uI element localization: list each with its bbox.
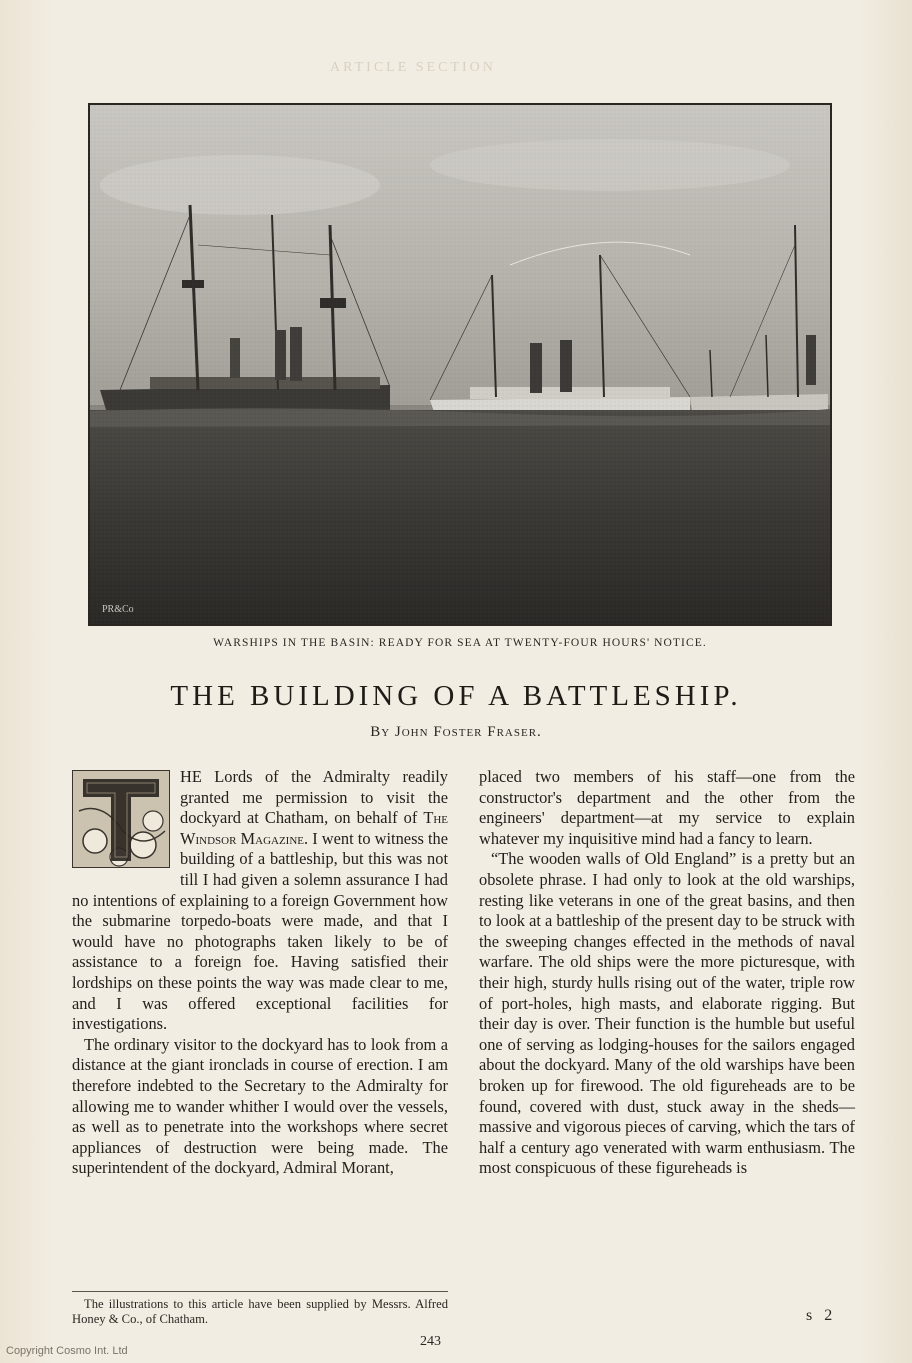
printer-signature: s 2: [806, 1307, 837, 1324]
magazine-name: The Windsor Magazine: [180, 808, 448, 848]
decorative-initial: [72, 770, 170, 868]
warships-illustration: [90, 105, 830, 624]
photo-caption: WARSHIPS IN THE BASIN: READY FOR SEA AT TWENTY-FOUR HOURS' NOTICE.: [213, 637, 707, 649]
floral-initial-icon: [73, 771, 169, 867]
paragraph-3: placed two members of his staff—one from the constructor's department and the other from the engineers' department—at my service to explain whatever my inquisitive mind had a fancy to learn.: [479, 767, 855, 848]
warships-photo: [88, 103, 832, 626]
engraver-mark: PR&Co: [102, 604, 134, 615]
paragraph-1-rest: . I went to witness the building of a battleship, but this was not till I had given a solemn assurance I had no intentions of explaining to a foreign Government how the submarine torpedo-boats were made, and that I would have no photographs taken likely to be of assistance to a foreign foe. Having satisfied their lordships on these points the way was made clear to me, and I was offered exceptional facilities for investigations.: [72, 828, 448, 1034]
page-number: 243: [420, 1334, 441, 1349]
copyright-watermark: Copyright Cosmo Int. Ltd: [6, 1345, 128, 1357]
paragraph-2: The ordinary visitor to the dockyard has to look from a distance at the giant ironclads in course of erection. I am therefore indebted to the Secretary to the Admiralty for allowing me to wander whither I would over the vessels, as well as to penetrate into the workshops where secret appliances of destruction were being made. The superintendent of the dockyard, Admiral Morant,: [72, 1034, 448, 1178]
bleed-through-heading: ARTICLE SECTION: [330, 60, 496, 75]
paragraph-4: “The wooden walls of Old England” is a pretty but an obsolete phrase. I had only to look at the old warships, resting like veterans in one of the great basins, and then to look at a battleship of the present day to be struck with the sweeping changes effected in the methods of naval warfare. The old ships were the more picturesque, with their high, sturdy hulls rising out of the water, triple row of port-holes, high masts, and elaborate rigging. But their day is over. Their function is the humble but useful one of serving as lodging-houses for the sailors engaged about the dockyard. Many of the old warships have been broken up for firewood. The old figureheads are to be found, covered with dust, stuck away in the sheds—massive and vigorous pieces of carving, which the tars of half a century ago venerated with warm enthusiasm. The most conspicuous of these figureheads is: [479, 849, 855, 1178]
article-column-left: [72, 767, 448, 1179]
illustration-footnote: The illustrations to this article have been supplied by Messrs. Alfred Honey & Co., of Chatham.: [72, 1291, 448, 1327]
article-title: THE BUILDING OF A BATTLESHIP.: [170, 680, 742, 712]
article-column-right: [479, 767, 855, 1179]
paragraph-1-start: HE Lords of the Admiralty readily granted me permission to visit the dockyard at Chatham, on behalf of: [180, 767, 448, 828]
article-byline: By John Foster Fraser.: [370, 724, 542, 740]
